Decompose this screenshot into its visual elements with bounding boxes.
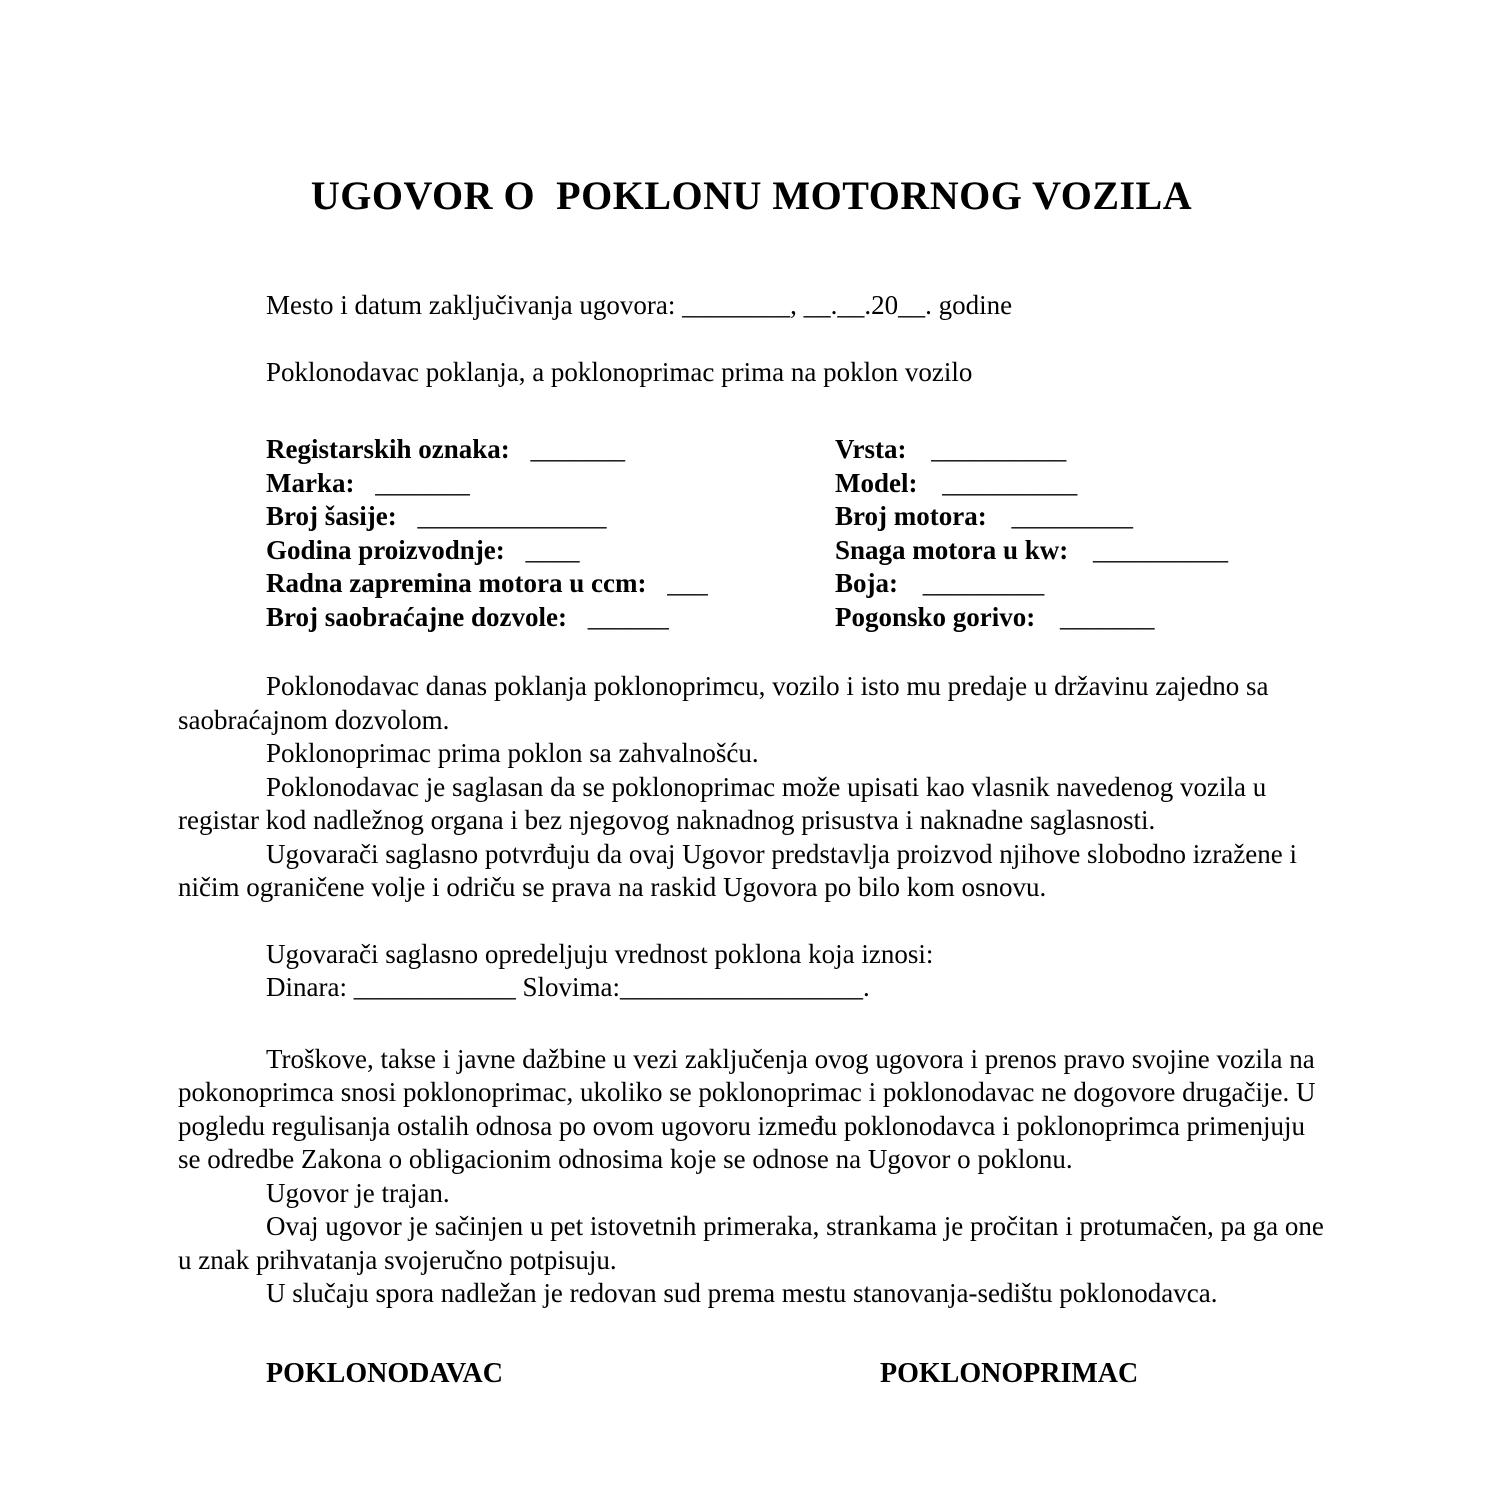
field-label-broj-sasije: Broj šasije:: [266, 501, 397, 531]
paragraph-acceptance: Poklonoprimac prima poklon sa zahvalnošću.: [266, 738, 759, 768]
paragraph-costs-taxes: Troškove, takse i javne dažbine u vezi zaključenja ovog ugovora i prenos pravo svojine vozila na pokonoprimca snosi poklonoprimac, ukoliko se poklonoprimac i poklonodavac ne dogovore drugačije. U pogledu regulisanja ostalih odnosa po ovom ugovoru između poklonodavca i poklonoprimca primenjuju se odredbe Zakona o obligacionim odnosima koje se odnose na Ugovor o poklonu.: [178, 1043, 1316, 1174]
paragraph-copies: Ovaj ugovor je sačinjen u pet istovetnih primeraka, strankama je pročitan i protumačen, pa ga one u znak prihvatanja svojeručno potpisuju.: [178, 1211, 1324, 1275]
field-blank-snaga-motora: __________: [1093, 534, 1229, 565]
field-blank-model: __________: [942, 467, 1078, 498]
paragraph-handover: Poklonodavac danas poklanja poklonoprimcu, vozilo i isto mu predaje u državinu zajedno sa saobraćajnom dozvolom.: [178, 671, 1269, 735]
field-pogonsko-gorivo: [835, 601, 1325, 635]
field-radna-zapremina: [266, 567, 835, 601]
paragraph-jurisdiction: U slučaju spora nadležan je redovan sud prema mestu stanovanja-sedištu poklonodavca.: [266, 1278, 1218, 1308]
field-row-marka-model: [178, 467, 1325, 501]
field-row-zapremina-boja: [178, 567, 1325, 601]
vehicle-fields-table: [178, 433, 1325, 634]
field-registration: [266, 433, 835, 467]
field-label-broj-motora: Broj motora:: [835, 501, 987, 531]
signature-poklonoprimac: POKLONOPRIMAC: [880, 1357, 1139, 1389]
field-row-registration-vrsta: [178, 433, 1325, 467]
field-snaga-motora: [835, 534, 1325, 568]
field-label-boja: Boja:: [835, 568, 898, 598]
intro-gift-statement: Poklonodavac poklanja, a poklonoprimac prima na poklon vozilo: [266, 356, 973, 387]
field-broj-sasije: [266, 500, 835, 534]
document-body: [178, 289, 1325, 1397]
field-blank-godina-proizvodnje: ____: [525, 534, 580, 565]
field-label-marka: Marka:: [266, 467, 355, 498]
field-row-dozvola-gorivo: [178, 601, 1325, 635]
field-label-registration: Registarskih oznaka:: [266, 434, 510, 464]
field-blank-radna-zapremina: ___: [667, 568, 708, 598]
field-label-saobracajna-dozvola: Broj saobraćajne dozvole:: [266, 601, 567, 632]
field-saobracajna-dozvola: [266, 601, 835, 635]
field-blank-boja: _________: [922, 568, 1045, 598]
paragraph-permanent: Ugovor je trajan.: [266, 1177, 450, 1208]
field-blank-registration: _______: [530, 434, 626, 464]
field-model: [835, 467, 1325, 501]
signature-block: [178, 1357, 1325, 1397]
gift-value-section: [178, 938, 1325, 1005]
paragraph-registration-consent: Poklonodavac je saglasan da se poklonoprimac može upisati kao vlasnik navedenog vozila u registar kod nadležnog organa i bez njegovog naknadnog prisustva i naknadne saglasnosti.: [178, 771, 1267, 835]
field-label-pogonsko-gorivo: Pogonsko gorivo:: [835, 601, 1036, 632]
paragraph-free-will: Ugovarači saglasno potvrđuju da ovaj Ugovor predstavlja proizvod njihove slobodno izražene i ničim ograničene volje i odriču se prava na raskid Ugovora po bilo kom osnovu.: [178, 838, 1297, 902]
field-label-radna-zapremina: Radna zapremina motora u ccm:: [266, 568, 647, 598]
field-boja: [835, 567, 1325, 601]
field-godina-proizvodnje: [266, 534, 835, 568]
field-label-model: Model:: [835, 467, 918, 498]
field-row-sasija-motor: [178, 500, 1325, 534]
field-label-vrsta: Vrsta:: [835, 434, 907, 464]
field-blank-marka: _______: [375, 467, 470, 498]
field-label-snaga-motora: Snaga motora u kw:: [835, 534, 1069, 565]
value-dinara-slovima-line: Dinara: ____________ Slovima:__________________.: [266, 972, 870, 1002]
field-vrsta: [835, 433, 1325, 467]
field-blank-saobracajna-dozvola: ______: [587, 601, 669, 632]
field-blank-broj-motora: _________: [1011, 501, 1133, 531]
field-broj-motora: [835, 500, 1325, 534]
field-blank-pogonsko-gorivo: _______: [1060, 601, 1155, 632]
signature-poklonodavac: POKLONODAVAC: [266, 1357, 504, 1389]
field-row-godina-snaga: [178, 534, 1325, 568]
field-blank-broj-sasije: ______________: [417, 501, 607, 531]
field-blank-vrsta: __________: [931, 434, 1067, 464]
document-title: UGOVOR O POKLONU MOTORNOG VOZILA: [310, 173, 1193, 218]
field-label-godina-proizvodnje: Godina proizvodnje:: [266, 534, 505, 565]
field-marka: [266, 467, 835, 501]
intro-place-date-line: Mesto i datum zaključivanja ugovora: ________, __.__.20__. godine: [266, 290, 1013, 320]
value-statement-line: Ugovarači saglasno opredeljuju vrednost poklona koja iznosi:: [266, 938, 934, 969]
